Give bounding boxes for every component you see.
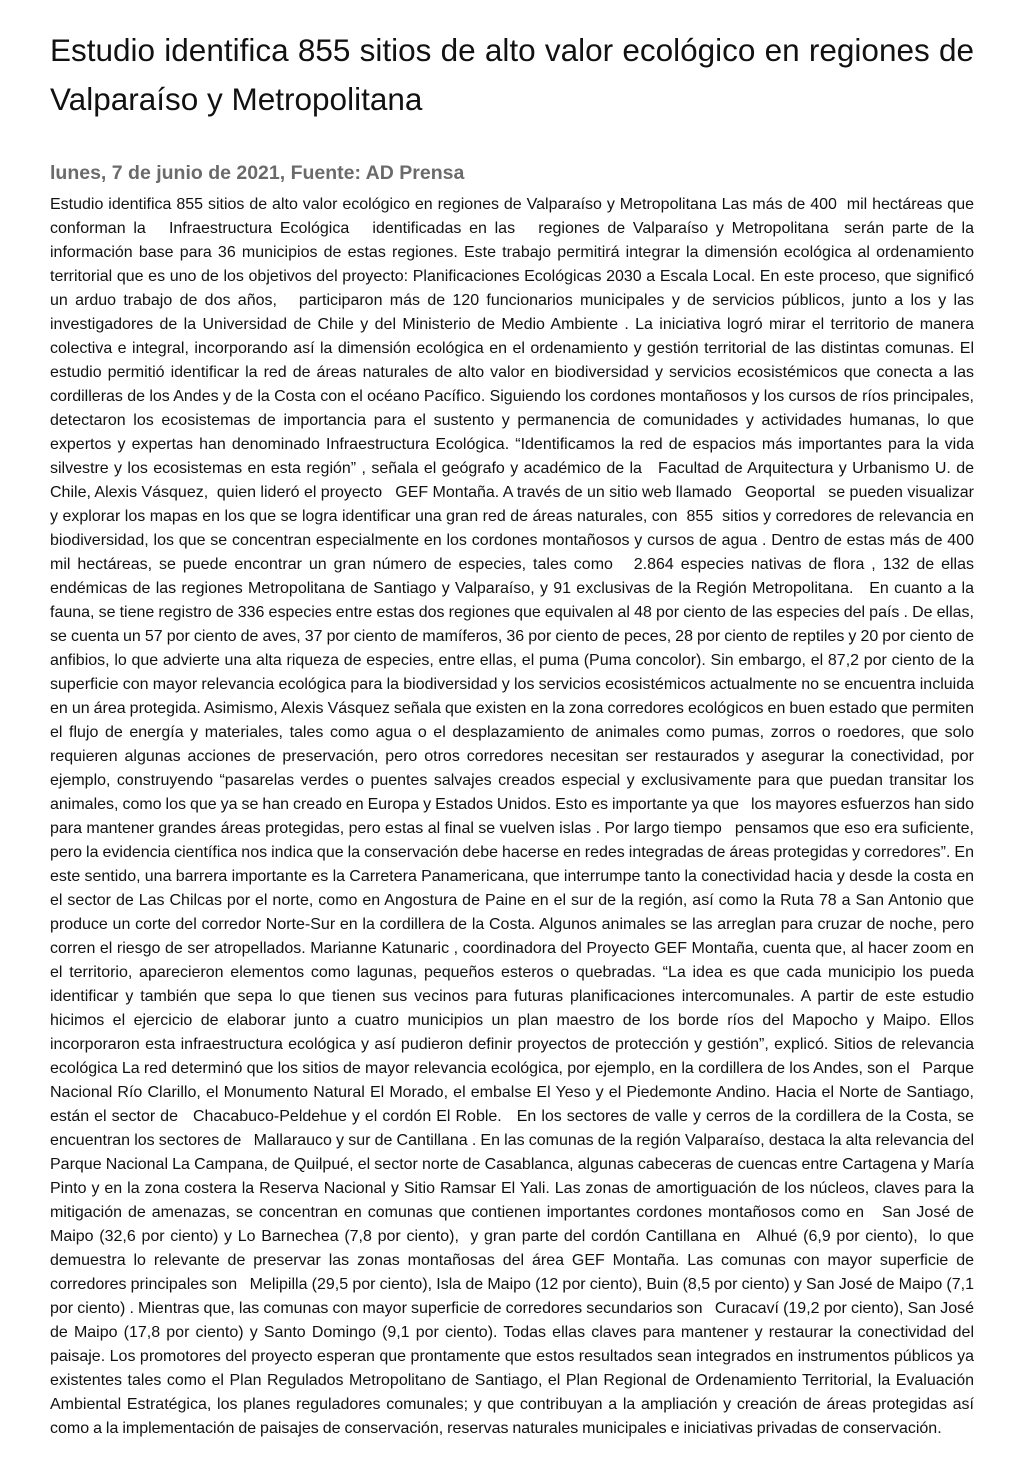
article-body: Estudio identifica 855 sitios de alto valor ecológico en regiones de Valparaíso y Metropolitana Las más de 400 mil hectáreas que conforman la Infraestructura Ecológica identificadas en las regiones de Valparaíso y Metropolitana serán parte de la información base para 36 municipios de estas regiones. Este trabajo permitirá integrar la dimensión ecológica al ordenamiento territorial que es uno de los objetivos del proyecto: Planificaciones Ecológicas 2030 a Escala Local. En este proceso, que significó un arduo trabajo de dos años, participaron más de 120 funcionarios municipales y de servicios públicos, junto a los y las investigadores de la Universidad de Chile y del Ministerio de Medio Ambiente . La iniciativa logró mirar el territorio de manera colectiva e integral, incorporando así la dimensión ecológica en el ordenamiento y gestión territorial de las distintas comunas. El estudio permitió identificar la red de áreas naturales de alto valor en biodiversidad y servicios ecosistémicos que conecta a las cordilleras de los Andes y de la Costa con el océano Pacífico. Siguiendo los cordones montañosos y los cursos de ríos principales, detectaron los ecosistemas de importancia para el sustento y permanencia de comunidades y actividades humanas, lo que expertos y expertas han denominado Infraestructura Ecológica. “Identificamos la red de espacios más importantes para la vida silvestre y los ecosistemas en esta región” , señala el geógrafo y académico de la Facultad de Arquitectura y Urbanismo U. de Chile, Alexis Vásquez, quien lideró el proyecto GEF Montaña. A través de un sitio web llamado Geoportal se pueden visualizar y explorar los mapas en los que se logra identificar una gran red de áreas naturales, con 855 sitios y corredores de relevancia en biodiversidad, los que se concentran especialmente en los cordones montañosos y cursos de agua . Dentro de estas más de 400 mil hectáreas, se puede encontrar un gran número de especies, tales como 2.864 especies nativas de flora , 132 de ellas endémicas de las regiones Metropolitana de Santiago y Valparaíso, y 91 exclusivas de la Región Metropolitana. En cuanto a la fauna, se tiene registro de 336 especies entre estas dos regiones que equivalen al 48 por ciento de las especies del país . De ellas, se cuenta un 57 por ciento de aves, 37 por ciento de mamíferos, 36 por ciento de peces, 28 por ciento de reptiles y 20 por ciento de anfibios, lo que advierte una alta riqueza de especies, entre ellas, el puma (Puma concolor). Sin embargo, el 87,2 por ciento de la superficie con mayor relevancia ecológica para la biodiversidad y los servicios ecosistémicos actualmente no se encuentra incluida en un área protegida. Asimismo, Alexis Vásquez señala que existen en la zona corredores ecológicos en buen estado que permiten el flujo de energía y materiales, tales como agua o el desplazamiento de animales como pumas, zorros o roedores, que solo requieren algunas acciones de preservación, pero otros corredores necesitan ser restaurados y asegurar la conectividad, por ejemplo, construyendo “pasarelas verdes o puentes salvajes creados especial y exclusivamente para que puedan transitar los animales, como los que ya se han creado en Europa y Estados Unidos. Esto es importante ya que los mayores esfuerzos han sido para mantener grandes áreas protegidas, pero estas al final se vuelven islas . Por largo tiempo pensamos que eso era suficiente, pero la evidencia científica nos indica que la conservación debe hacerse en redes integradas de áreas protegidas y corredores”. En este sentido, una barrera importante es la Carretera Panamericana, que interrumpe tanto la conectividad hacia y desde la costa en el sector de Las Chilcas por el norte, como en Angostura de Paine en el sur de la región, así como la Ruta 78 a San Antonio que produce un corte del corredor Norte-Sur en la cordillera de la Costa. Algunos animales se las arreglan para cruzar de noche, pero corren el riesgo de ser atropellados. Marianne Katunaric , coordinadora del Proyecto GEF Montaña, cuenta que, al hacer zoom en el territorio, aparecieron elementos como lagunas, pequeños esteros o quebradas. “La idea es que cada municipio los pueda identificar y también que sepa lo que tienen sus vecinos para futuras planificaciones intercomunales. A partir de este estudio hicimos el ejercicio de elaborar junto a cuatro municipios un plan maestro de los borde ríos del Mapocho y Maipo. Ellos incorporaron esta infraestructura ecológica y así pudieron definir proyectos de protección y gestión”, explicó. Sitios de relevancia ecológica La red determinó que los sitios de mayor relevancia ecológica, por ejemplo, en la cordillera de los Andes, son el Parque Nacional Río Clarillo, el Monumento Natural El Morado, el embalse El Yeso y el Piedemonte Andino. Hacia el Norte de Santiago, están el sector de Chacabuco-Peldehue y el cordón El Roble. En los sectores de valle y cerros de la cordillera de la Costa, se encuentran los sectores de Mallarauco y sur de Cantillana . En las comunas de la región Valparaíso, destaca la alta relevancia del Parque Nacional La Campana, de Quilpué, el sector norte de Casablanca, algunas cabeceras de cuencas entre Cartagena y María Pinto y en la zona costera la Reserva Nacional y Sitio Ramsar El Yali. Las zonas de amortiguación de los núcleos, claves para la mitigación de amenazas, se concentran en comunas que contienen importantes cordones montañosos como en San José de Maipo (32,6 por ciento) y Lo Barnechea (7,8 por ciento), y gran parte del cordón Cantillana en Alhué (6,9 por ciento), lo que demuestra lo relevante de preservar las zonas montañosas del área GEF Montaña. Las comunas con mayor superficie de corredores principales son Melipilla (29,5 por ciento), Isla de Maipo (12 por ciento), Buin (8,5 por ciento) y San José de Maipo (7,1 por ciento) . Mientras que, las comunas con mayor superficie de corredores secundarios son Curacaví (19,2 por ciento), San José de Maipo (17,8 por ciento) y Santo Domingo (9,1 por ciento). Todas ellas claves para mantener y restaurar la conectividad del paisaje. Los promotores del proyecto esperan que prontamente que estos resultados sean integrados en instrumentos públicos ya existentes tales como el Plan Regulados Metropolitano de Santiago, el Plan Regional de Ordenamiento Territorial, la Evaluación Ambiental Estratégica, los planes reguladores comunales; y que contribuyan a la ampliación y creación de áreas protegidas así como a la implementación de paisajes de conservación, reservas naturales municipales e iniciativas privadas de conservación. [50, 196, 986, 1437]
article-page [50, 0, 986, 1441]
article-dateline: lunes, 7 de junio de 2021, Fuente: AD Prensa [50, 162, 465, 184]
article-title: Estudio identifica 855 sitios de alto valor ecológico en regiones de Valparaíso y Metropolitana [50, 32, 974, 117]
